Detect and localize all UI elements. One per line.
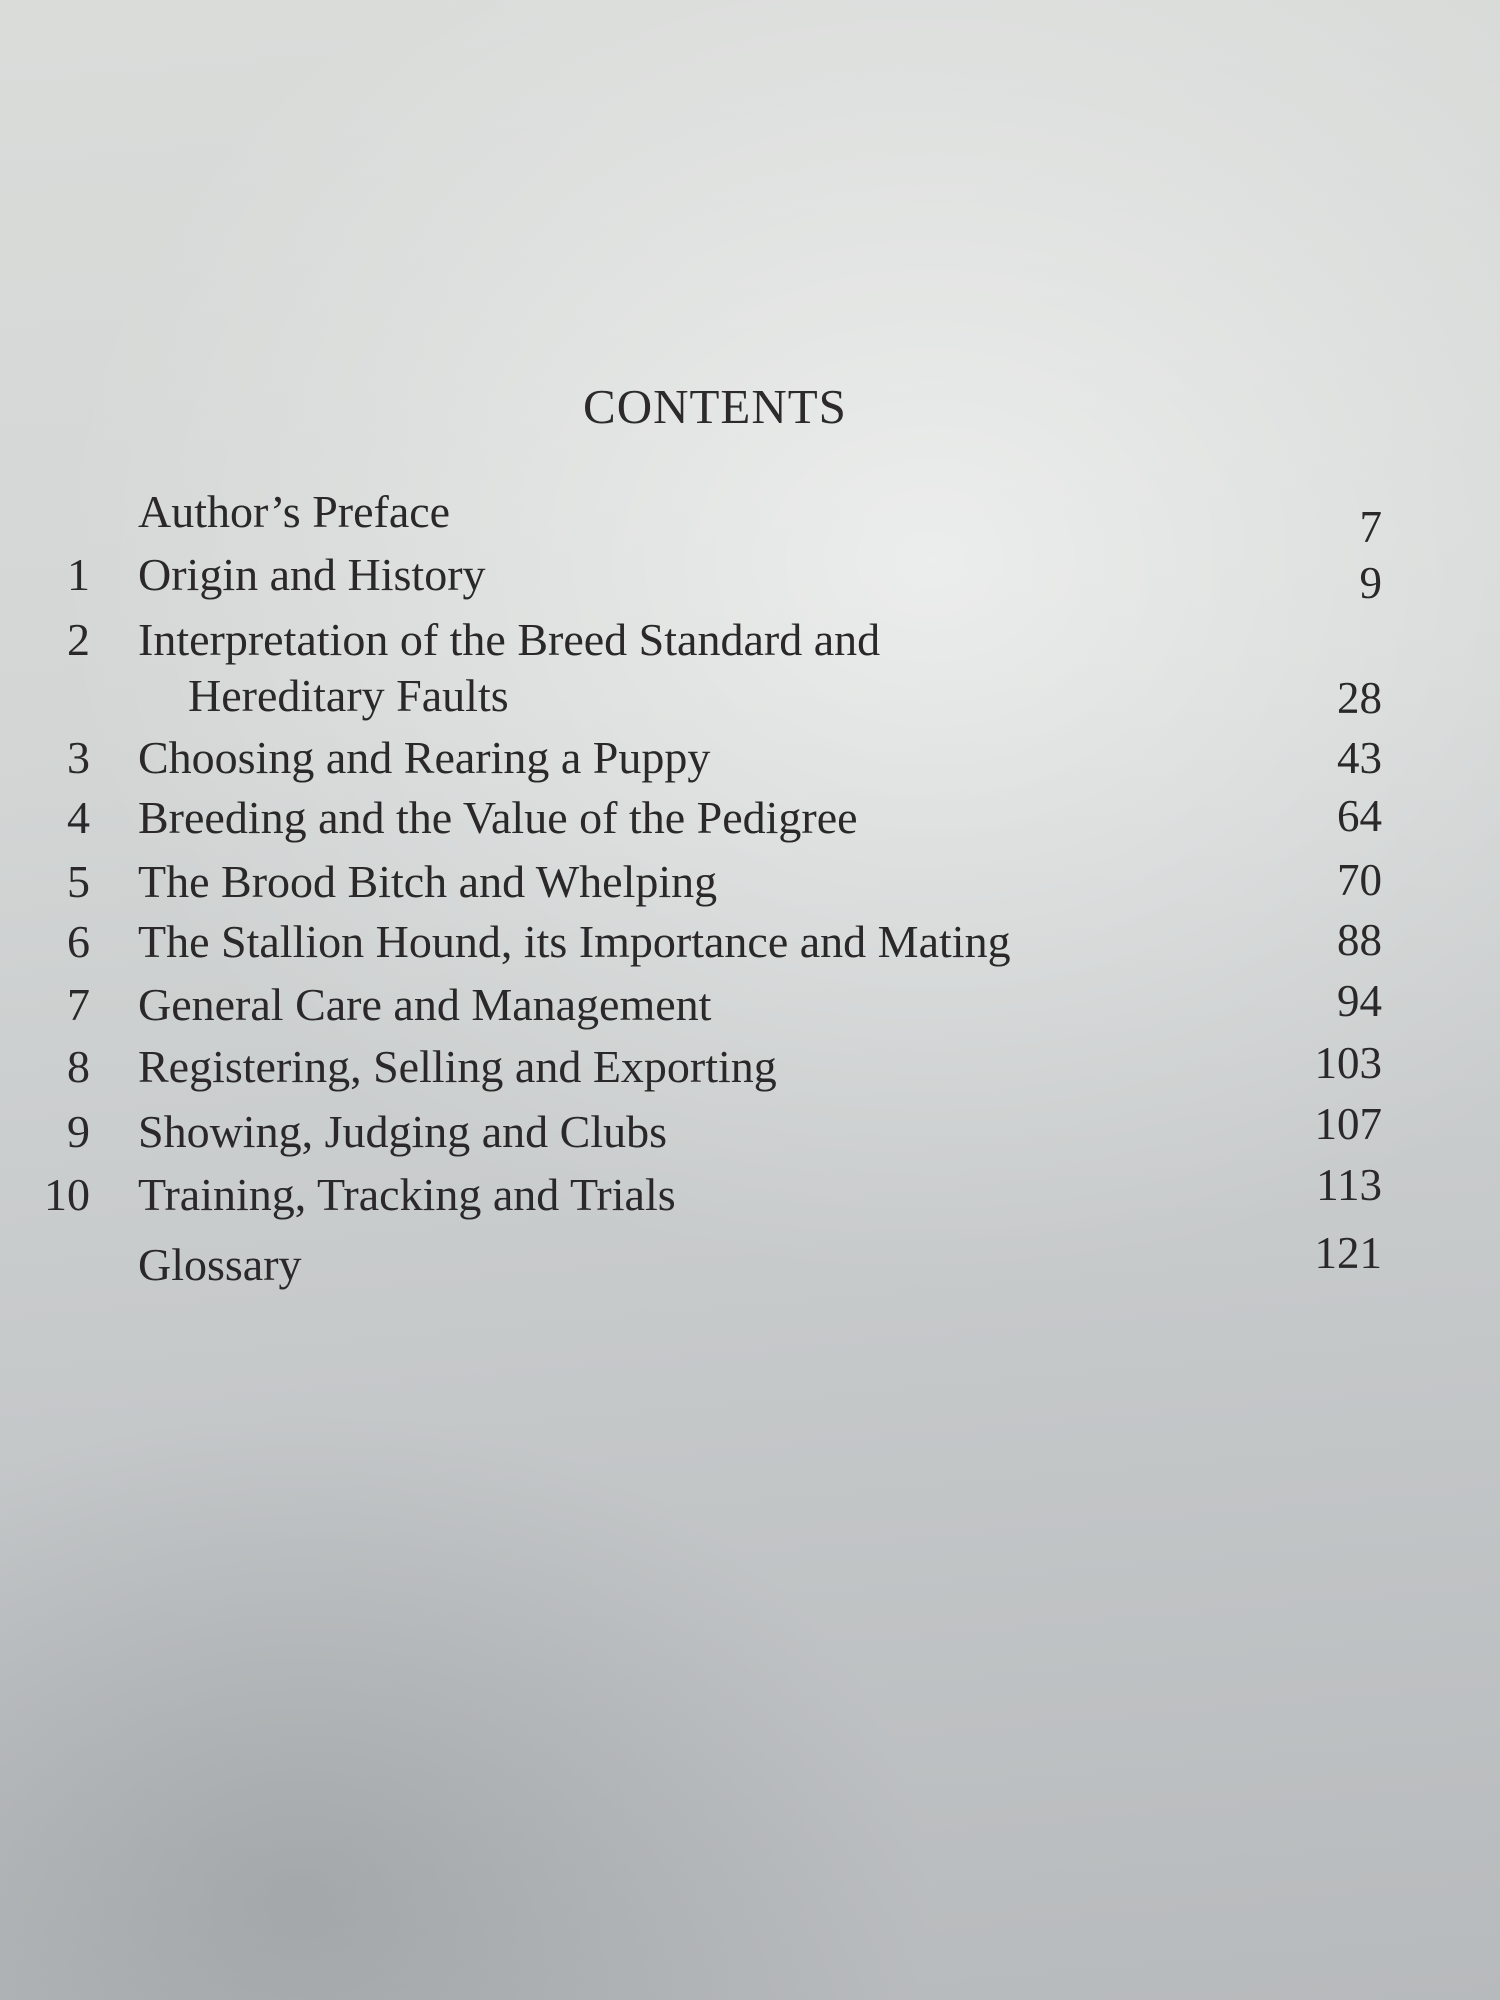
- toc-entry-number: 5: [67, 856, 90, 907]
- toc-entry-title: Interpretation of the Breed Standard and: [138, 614, 881, 665]
- contents-heading: CONTENTS: [583, 379, 847, 434]
- toc-entry-title: General Care and Management: [138, 979, 712, 1030]
- toc-entry-number: 3: [67, 732, 90, 783]
- toc-entry-page: 9: [1359, 558, 1382, 608]
- toc-entry-page: 94: [1337, 976, 1382, 1026]
- toc-entry-title: Registering, Selling and Exporting: [138, 1041, 777, 1092]
- toc-entry-chapter-8: [0, 1037, 1500, 1097]
- toc-entry-page: 103: [1314, 1038, 1382, 1088]
- toc-entry-page: 43: [1337, 733, 1382, 783]
- toc-entry-title: Author’s Preface: [138, 486, 451, 537]
- toc-entry-title: Origin and History: [138, 549, 486, 600]
- toc-entry-number: 10: [44, 1169, 90, 1220]
- toc-entry-page: 107: [1314, 1099, 1382, 1149]
- toc-entry-chapter-3: [0, 728, 1500, 788]
- toc-entry-page: 88: [1337, 915, 1382, 965]
- toc-entry-number: 4: [67, 792, 90, 843]
- toc-entry-chapter-4: [0, 788, 1500, 848]
- toc-entry-title: The Stallion Hound, its Importance and Mating: [138, 916, 1011, 967]
- toc-entry-glossary: [0, 1228, 1500, 1295]
- toc-entry-preface: [0, 482, 1500, 552]
- toc-entry-number: 8: [67, 1041, 90, 1092]
- toc-entry-chapter-5: [0, 852, 1500, 912]
- toc-entry-title: Choosing and Rearing a Puppy: [138, 732, 711, 783]
- toc-entry-chapter-6: [0, 912, 1500, 972]
- toc-entry-chapter-10: [0, 1160, 1500, 1225]
- toc-entry-title: Breeding and the Value of the Pedigree: [138, 792, 858, 843]
- toc-entry-title: The Brood Bitch and Whelping: [138, 856, 718, 907]
- toc-entry-page: 64: [1337, 791, 1382, 841]
- toc-entry-number: 9: [67, 1106, 90, 1157]
- toc-entry-number: 7: [67, 979, 90, 1030]
- toc-entry-chapter-1: [0, 545, 1500, 608]
- toc-entry-chapter-2: [0, 610, 1500, 730]
- toc-entry-number: 1: [67, 549, 90, 600]
- toc-entry-page: 28: [1337, 673, 1382, 723]
- toc-entry-page: 7: [1359, 502, 1382, 552]
- toc-entry-page: 113: [1316, 1160, 1382, 1210]
- toc-entry-page: 70: [1337, 855, 1382, 905]
- toc-entry-title: Showing, Judging and Clubs: [138, 1106, 668, 1157]
- toc-entry-chapter-9: [0, 1099, 1500, 1162]
- toc-entry-number: 6: [67, 916, 90, 967]
- toc-entry-title: Glossary: [138, 1239, 302, 1290]
- toc-entry-title-line2: Hereditary Faults: [188, 670, 509, 721]
- toc-entry-chapter-7: [0, 975, 1500, 1035]
- toc-entry-title: Training, Tracking and Trials: [138, 1169, 676, 1220]
- toc-entry-number: 2: [67, 614, 90, 665]
- toc-entry-page: 121: [1314, 1228, 1382, 1278]
